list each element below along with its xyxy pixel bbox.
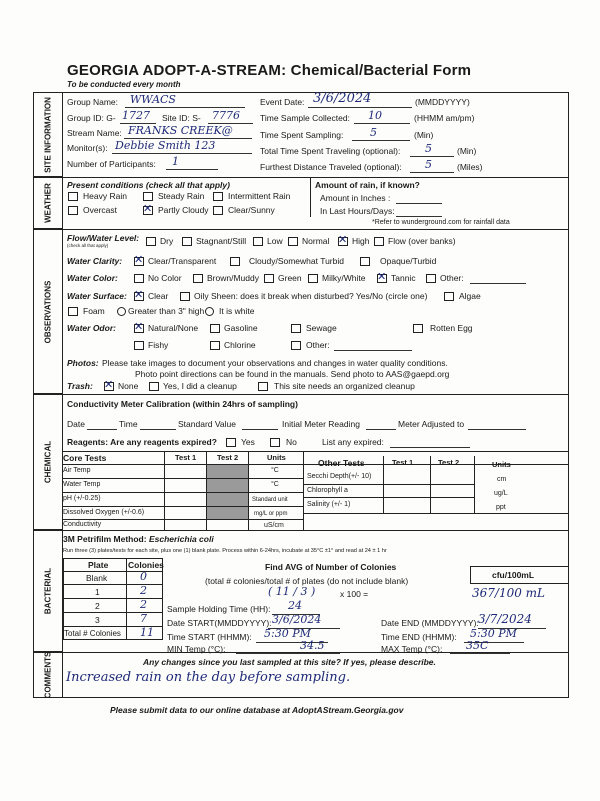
option-trash-organized: This site needs an organized cleanup — [274, 381, 415, 391]
checkbox-flow-high[interactable] — [338, 237, 348, 246]
option-flow-stagnant: Stagnant/Still — [196, 236, 247, 246]
form-subtitle: To be conducted every month — [67, 80, 181, 89]
reagents-no: No — [286, 437, 297, 447]
table-border — [63, 571, 163, 572]
option-steady-rain: Steady Rain — [158, 191, 205, 201]
core-row-air-temp: Air Temp — [63, 467, 91, 474]
flow-note: (check all that apply) — [67, 243, 109, 248]
table-border — [63, 506, 303, 507]
avg-calc[interactable]: ( 11 / 3 ) — [268, 585, 316, 598]
option-flow-over-banks: Flow (over banks) — [388, 236, 456, 246]
event-date-value[interactable]: 3/6/2024 — [313, 91, 372, 106]
distance-value[interactable]: 5 — [425, 158, 432, 171]
section-site-info — [33, 92, 63, 177]
min-temp-value[interactable]: 34.5 — [300, 639, 325, 652]
checkbox-flow-dry[interactable] — [146, 237, 156, 246]
group-name-line — [125, 107, 245, 108]
option-partly-cloudy: Partly Cloudy — [158, 205, 209, 215]
rain-amount-label: Amount of rain, if known? — [315, 180, 420, 190]
table-border — [63, 451, 569, 452]
checkbox-color-none[interactable] — [134, 274, 144, 283]
checkbox-clear-sunny[interactable] — [213, 206, 223, 215]
section-weather — [33, 177, 63, 229]
photos-text2: Photo point directions can be found in the manuals. Send photo to AAS@gaepd.org — [135, 369, 450, 379]
core-row-do: Dissolved Oxygen (+/-0.6) — [63, 509, 145, 516]
reagents-yes: Yes — [241, 437, 255, 447]
section-label: CHEMICAL — [43, 440, 53, 484]
checkbox-overcast[interactable] — [68, 206, 78, 215]
divider — [310, 177, 311, 217]
option-color-none: No Color — [148, 273, 182, 283]
surface-label: Water Surface: — [67, 291, 127, 301]
checkbox-foam[interactable] — [68, 307, 78, 316]
radio-foam-greater[interactable] — [117, 307, 126, 316]
divider — [63, 177, 569, 178]
calib-time-line[interactable] — [140, 429, 176, 430]
plate-total: Total # Colonies — [64, 629, 121, 638]
table-border — [303, 497, 474, 498]
option-odor-sewage: Sewage — [306, 323, 337, 333]
checkbox-odor-fishy[interactable] — [134, 341, 144, 350]
distance-line — [410, 172, 454, 173]
other-header-test2: Test 2 — [438, 458, 460, 467]
plate-3: 3 — [95, 615, 100, 625]
list-expired-label: List any expired: — [322, 437, 384, 447]
option-trash-cleanup: Yes, I did a cleanup — [163, 381, 237, 391]
checkbox-odor-sewage[interactable] — [291, 324, 301, 333]
colonies-total[interactable]: 11 — [140, 626, 154, 639]
core-row-ph: pH (+/-0.25) — [63, 495, 101, 502]
checkbox-surface-algae[interactable] — [444, 292, 454, 301]
group-id-value[interactable]: 1727 — [122, 109, 150, 122]
form-title: GEORGIA ADOPT-A-STREAM: Chemical/Bacterial Form — [67, 62, 472, 79]
colonies-1[interactable]: 2 — [140, 584, 147, 597]
checkbox-steady-rain[interactable] — [143, 192, 153, 201]
monitors-line — [112, 153, 252, 154]
site-id-label: Site ID: S- — [162, 113, 201, 123]
time-spent-value[interactable]: 5 — [370, 126, 377, 139]
list-expired-line[interactable] — [390, 447, 470, 448]
flow-label: Flow/Water Level: — [67, 233, 140, 243]
section-label: COMMENTS — [43, 651, 53, 699]
divider — [63, 229, 569, 230]
core-header-name: Core Tests — [63, 453, 107, 463]
radio-foam-white[interactable] — [205, 307, 214, 316]
option-foam-white: It is white — [219, 306, 255, 316]
option-color-brown: Brown/Muddy — [207, 273, 259, 283]
checkbox-clarity-clear[interactable] — [134, 257, 144, 266]
time-spent-label: Time Spent Sampling: — [260, 130, 344, 140]
time-end-label: Time END (HHMM): — [381, 632, 457, 642]
checkbox-surface-clear[interactable] — [134, 292, 144, 301]
stream-label: Stream Name: — [67, 128, 122, 138]
trash-label: Trash: — [67, 381, 93, 391]
checkbox-odor-other[interactable] — [291, 341, 301, 350]
participants-line — [166, 169, 218, 170]
checkbox-flow-low[interactable] — [253, 237, 263, 246]
date-start-label: Date START(MMDDYYYY): — [167, 618, 272, 628]
cfu-value[interactable]: 367/100 mL — [472, 586, 546, 600]
avg-multiplier: x 100 = — [340, 589, 369, 599]
checkbox-partly-cloudy[interactable] — [143, 206, 153, 215]
section-observations — [33, 229, 63, 394]
calib-adjusted-line[interactable] — [468, 429, 526, 430]
option-color-tannic: Tannic — [391, 273, 416, 283]
other-header-test1: Test 1 — [392, 458, 414, 467]
calib-date-label: Date — [67, 419, 85, 429]
section-label: WEATHER — [43, 183, 53, 223]
section-label: SITE INFORMATION — [43, 96, 53, 173]
checkbox-odor-rotten-egg[interactable] — [413, 324, 423, 333]
participants-label: Number of Participants: — [67, 159, 156, 169]
monitors-label: Monitor(s): — [67, 143, 108, 153]
checkbox-reagents-no[interactable] — [270, 438, 280, 447]
option-flow-dry: Dry — [160, 236, 174, 246]
option-odor-other: Other: — [306, 340, 330, 350]
option-clarity-opaque: Opaque/Turbid — [380, 256, 437, 266]
table-border — [303, 484, 474, 485]
section-chemical — [33, 394, 63, 530]
checkbox-color-milky[interactable] — [308, 274, 318, 283]
travel-value[interactable]: 5 — [425, 142, 432, 155]
calib-std-line[interactable] — [242, 429, 278, 430]
option-color-milky: Milky/White — [322, 273, 366, 283]
travel-unit: (Min) — [457, 146, 477, 156]
travel-label: Total Time Spent Traveling (optional): — [260, 146, 401, 156]
other-row-salinity: Salinity (+/- 1) — [307, 501, 351, 508]
table-border — [303, 451, 304, 530]
core-unit-ph: Standard unit — [252, 497, 288, 503]
time-collected-label: Time Sample Collected: — [260, 113, 350, 123]
other-unit-chlorophyll: ug/L — [494, 490, 508, 497]
plate-blank: Blank — [86, 573, 108, 583]
option-foam-greater: Greater than 3" high — [128, 306, 205, 316]
plate-1: 1 — [95, 587, 100, 597]
calib-initial-line[interactable] — [366, 429, 396, 430]
rain-inches-line[interactable] — [396, 203, 442, 204]
time-start-value[interactable]: 5:30 PM — [264, 627, 311, 640]
option-surface-algae: Algae — [459, 291, 481, 301]
option-overcast: Overcast — [83, 205, 118, 215]
date-end-value[interactable]: 3/7/2024 — [478, 612, 532, 626]
rain-hours-label: In Last Hours/Days: — [320, 206, 395, 216]
option-odor-fishy: Fishy — [148, 340, 169, 350]
checkbox-odor-gasoline[interactable] — [210, 324, 220, 333]
checkbox-odor-natural[interactable] — [134, 324, 144, 333]
calib-date-line[interactable] — [87, 429, 117, 430]
plate-2: 2 — [95, 601, 100, 611]
other-header-name: Other Tests — [318, 458, 365, 468]
table-border — [474, 456, 475, 513]
option-clear-sunny: Clear/Sunny — [228, 205, 275, 215]
checkbox-flow-over-banks[interactable] — [374, 237, 384, 246]
time-start-label: Time START (HHMM): — [167, 632, 252, 642]
time-spent-unit: (Min) — [414, 130, 434, 140]
core-row-water-temp: Water Temp — [63, 481, 101, 488]
divider — [63, 530, 569, 531]
odor-other-line[interactable] — [334, 350, 412, 351]
divider — [63, 394, 569, 395]
other-unit-secchi: cm — [497, 476, 507, 483]
option-clarity-clear: Clear/Transparent — [148, 256, 217, 266]
checkbox-reagents-yes[interactable] — [226, 438, 236, 447]
core-header-test1: Test 1 — [175, 453, 197, 462]
holding-value[interactable]: 24 — [288, 599, 302, 612]
odor-label: Water Odor: — [67, 323, 116, 333]
option-heavy-rain: Heavy Rain — [83, 191, 127, 201]
color-other-line[interactable] — [470, 283, 526, 284]
comments-answer[interactable]: Increased rain on the day before sampling. — [66, 670, 351, 685]
reagents-label: Reagents: Are any reagents expired? — [67, 437, 217, 447]
option-color-green: Green — [278, 273, 302, 283]
checkbox-odor-chlorine[interactable] — [210, 341, 220, 350]
comments-question: Any changes since you last sampled at this site? If yes, please describe. — [143, 657, 436, 667]
stream-value[interactable]: FRANKS CREEK@ — [128, 124, 233, 137]
checkbox-trash-cleanup[interactable] — [149, 382, 159, 391]
group-name-value[interactable]: WWACS — [130, 93, 176, 106]
time-collected-line — [354, 123, 410, 124]
bacterial-title-species: Escherichia coli — [148, 534, 214, 544]
calibration-title: Conductivity Meter Calibration (within 24hrs of sampling) — [67, 399, 298, 409]
checkbox-color-green[interactable] — [264, 274, 274, 283]
option-clarity-cloudy: Cloudy/Somewhat Turbid — [249, 256, 344, 266]
time-collected-value[interactable]: 10 — [368, 109, 382, 122]
core-unit-conductivity: uS/cm — [264, 522, 284, 529]
checkbox-clarity-opaque[interactable] — [360, 257, 370, 266]
present-conditions-label: Present conditions (check all that apply) — [67, 180, 230, 190]
table-border — [63, 478, 303, 479]
other-row-chlorophyll: Chlorophyll a — [307, 487, 348, 494]
option-color-other: Other: — [440, 273, 464, 283]
form-footer: Please submit data to our online database at AdoptAStream.Georgia.gov — [110, 705, 404, 715]
avg-title: Find AVG of Number of Colonies — [265, 562, 397, 572]
other-unit-salinity: ppt — [496, 504, 506, 511]
checkbox-flow-stagnant[interactable] — [182, 237, 192, 246]
bacterial-instructions: Run three (3) plates/tests for each site, plus one (1) blank plate. Process within 6-24hrs, incubate at 35°C ±1° and read at 24 ± 1 hr — [63, 548, 387, 554]
checkbox-color-other[interactable] — [426, 274, 436, 283]
date-end-label: Date END (MMDDYYYY): — [381, 618, 479, 628]
checkbox-heavy-rain[interactable] — [68, 192, 78, 201]
option-flow-low: Low — [267, 236, 283, 246]
clarity-label: Water Clarity: — [67, 256, 123, 266]
colonies-3[interactable]: 7 — [140, 612, 147, 625]
section-comments — [33, 652, 63, 698]
option-flow-high: High — [352, 236, 370, 246]
bacterial-title — [63, 534, 214, 544]
colonies-2[interactable]: 2 — [140, 598, 147, 611]
calib-std-label: Standard Value — [178, 419, 236, 429]
table-border — [63, 612, 163, 613]
checkbox-trash-none[interactable] — [104, 382, 114, 391]
option-odor-chlorine: Chlorine — [224, 340, 256, 350]
checkbox-color-brown[interactable] — [193, 274, 203, 283]
checkbox-trash-organized[interactable] — [258, 382, 268, 391]
color-label: Water Color: — [67, 273, 118, 283]
event-date-line — [308, 107, 412, 108]
max-temp-line — [450, 653, 510, 654]
min-temp-line — [236, 653, 340, 654]
table-border — [63, 584, 163, 585]
core-unit-water-temp: °C — [271, 481, 279, 488]
calib-initial-label: Initial Meter Reading — [282, 419, 360, 429]
refer-note: *Refer to wunderground.com for rainfall data — [372, 219, 510, 226]
holding-label: Sample Holding Time (HH): — [167, 604, 271, 614]
section-label: BACTERIAL — [43, 567, 53, 615]
other-row-secchi: Secchi Depth(+/- 10) — [307, 473, 372, 480]
group-name-label: Group Name: — [67, 97, 119, 107]
option-intermittent-rain: Intermittent Rain — [228, 191, 291, 201]
option-surface-clear: Clear — [148, 291, 169, 301]
checkbox-color-tannic[interactable] — [377, 274, 387, 283]
photos-label: Photos: — [67, 358, 99, 368]
bacterial-title-text: 3M Petrifilm Method: — [63, 534, 149, 544]
calib-time-label: Time — [119, 419, 138, 429]
max-temp-value[interactable]: 35C — [466, 639, 489, 652]
event-date-label: Event Date: — [260, 97, 305, 107]
colonies-blank[interactable]: 0 — [140, 570, 147, 583]
date-start-value[interactable]: 3/6/2024 — [272, 613, 322, 626]
table-border — [63, 492, 303, 493]
option-foam: Foam — [83, 306, 105, 316]
avg-sub: (total # colonies/total # of plates (do not include blank) — [205, 576, 409, 586]
distance-unit: (Miles) — [457, 162, 483, 172]
checkbox-clarity-cloudy[interactable] — [230, 257, 240, 266]
max-temp-label: MAX Temp (°C): — [381, 644, 443, 654]
plate-header: Plate — [88, 560, 109, 570]
option-surface-oily: Oily Sheen: does it break when disturbed? Yes/No (circle one) — [194, 291, 428, 301]
cfu-label: cfu/100mL — [492, 570, 535, 580]
core-header-units: Units — [267, 453, 286, 462]
group-id-label: Group ID: G- — [67, 113, 116, 123]
time-spent-line — [352, 140, 410, 141]
checkbox-flow-normal[interactable] — [288, 237, 298, 246]
core-row-conductivity: Conductivity — [63, 521, 102, 528]
rain-inches-label: Amount in Inches : — [320, 193, 391, 203]
travel-line — [410, 156, 454, 157]
option-odor-natural: Natural/None — [148, 323, 199, 333]
min-temp-label: MIN Temp (°C): — [167, 644, 226, 654]
option-flow-normal: Normal — [302, 236, 330, 246]
distance-label: Furthest Distance Traveled (optional): — [260, 162, 402, 172]
photos-text: Please take images to document your observations and changes in water quality conditions. — [102, 358, 448, 368]
table-border — [63, 598, 163, 599]
option-odor-gasoline: Gasoline — [224, 323, 258, 333]
colonies-header: Colonies — [128, 560, 164, 570]
calib-adjusted-label: Meter Adjusted to — [398, 419, 465, 429]
core-unit-air-temp: °C — [271, 467, 279, 474]
rain-hours-line[interactable] — [396, 216, 442, 217]
event-date-format: (MMDDYYYY) — [415, 97, 470, 107]
table-border — [303, 513, 569, 514]
table-border — [63, 519, 303, 520]
checkbox-surface-oily[interactable] — [180, 292, 190, 301]
participants-value[interactable]: 1 — [172, 155, 179, 168]
site-id-value[interactable]: 7776 — [212, 109, 240, 122]
option-odor-rotten-egg: Rotten Egg — [430, 323, 473, 333]
option-trash-none: None — [118, 381, 139, 391]
time-collected-format: (HHMM am/pm) — [414, 113, 475, 123]
section-bacterial — [33, 530, 63, 652]
section-label: OBSERVATIONS — [43, 280, 53, 343]
core-unit-do: mg/L or ppm — [254, 511, 288, 517]
checkbox-intermittent-rain[interactable] — [213, 192, 223, 201]
other-header-units: Units — [492, 460, 511, 469]
time-end-value[interactable]: 5:30 PM — [470, 627, 517, 640]
monitors-value[interactable]: Debbie Smith 123 — [115, 139, 216, 152]
core-header-test2: Test 2 — [217, 453, 239, 462]
